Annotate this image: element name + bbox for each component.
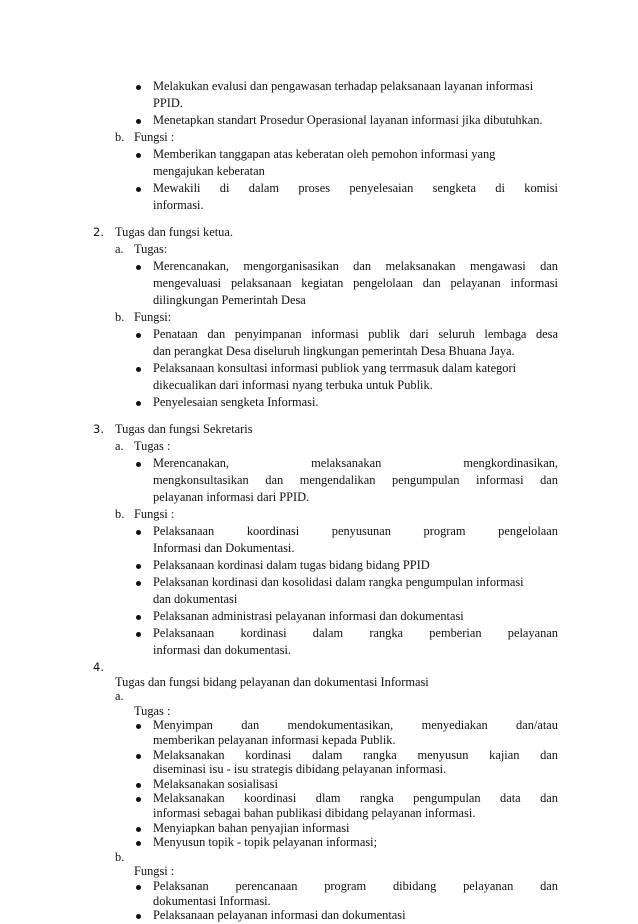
sub-heading: Tugas :: [134, 703, 171, 718]
list-item: Merencanakan, melaksanakan mengkordinasikan,: [153, 455, 558, 472]
list-item: Pelaksanaan konsultasi informasi publiok yang terrmasuk dalam kategori: [153, 360, 558, 377]
sub-heading: Tugas:: [134, 242, 168, 256]
sub-heading: Tugas :: [134, 439, 171, 453]
list-item-continuation: mengevaluasi pelaksanaan kegiatan pengelolaan dan pelayanan informasi: [153, 276, 558, 290]
section-number: 3.: [93, 422, 104, 436]
section-number: 4.: [93, 660, 104, 674]
list-item-continuation: dilingkungan Pemerintah Desa: [153, 293, 306, 307]
list-item-continuation: dan perangkat Desa diseluruh lingkungan pemerintah Desa Bhuana Jaya.: [153, 344, 515, 358]
list-item: Menyiapkan bahan penyajian informasi: [153, 820, 349, 837]
list-item: Pelaksanaan kordinasi dalam tugas bidang bidang PPID: [153, 557, 430, 574]
list-item: Pelaksanaan pelayanan informasi dan dokumentasi: [153, 907, 406, 924]
list-item-continuation: Informasi dan Dokumentasi.: [153, 541, 295, 555]
section-title: Tugas dan fungsi Sekretaris: [115, 422, 253, 436]
list-item: Pelaksanan administrasi pelayanan informasi dan dokumentasi: [153, 608, 464, 625]
list-item: Pelaksanan perencanaan program dibidang pelayanan dan: [153, 878, 558, 895]
list-item-continuation: dokumentasi Informasi.: [153, 893, 271, 908]
list-item: Penataan dan penyimpanan informasi publik dari seluruh lembaga desa: [153, 326, 558, 343]
list-item-continuation: informasi dan dokumentasi.: [153, 643, 291, 657]
section-title: Tugas dan fungsi bidang pelayanan dan dokumentasi Informasi: [115, 674, 429, 689]
list-item: Pelaksanan kordinasi dan kosolidasi dalam rangka pengumpulan informasi: [153, 574, 558, 591]
list-item: Menyimpan dan mendokumentasikan, menyediakan dan/atau: [153, 717, 558, 734]
list-item: Melaksanakan koordinasi dlam rangka pengumpulan data dan: [153, 790, 558, 807]
list-item: Pelaksanaan koordinasi penyusunan program pengelolaan: [153, 523, 558, 540]
section-number: 2.: [93, 225, 104, 239]
list-item-continuation: informasi sebagai bahan publikasi dibidang pelayanan informasi.: [153, 806, 476, 820]
list-marker: a.: [115, 439, 124, 453]
sub-heading: Fungsi :: [134, 507, 175, 521]
list-marker: b.: [115, 507, 125, 521]
list-item: Memberikan tanggapan atas keberatan oleh pemohon informasi yang: [153, 146, 558, 163]
list-marker: b.: [115, 130, 125, 144]
section-title: Tugas dan fungsi ketua.: [115, 225, 233, 239]
list-marker: b.: [115, 849, 125, 864]
list-item: Mewakili di dalam proses penyelesaian sengketa di komisi: [153, 180, 558, 197]
list-item: Melaksanakan kordinasi dalam rangka menyusun kajian dan: [153, 747, 558, 764]
list-item: Pelaksanaan kordinasi dalam rangka pemberian pelayanan: [153, 625, 558, 642]
list-item: Penyelesaian sengketa Informasi.: [153, 394, 319, 411]
list-item-continuation: pelayanan informasi dari PPID.: [153, 490, 310, 504]
list-item: Melaksanakan sosialisasi: [153, 776, 278, 793]
sub-heading: Fungsi:: [134, 310, 172, 324]
list-item: Melakukan evalusi dan pengawasan terhadap pelaksanaan layanan informasi: [153, 78, 558, 95]
list-item: Menyusun topik - topik pelayanan informasi;: [153, 834, 377, 851]
list-item-continuation: mengkonsultasikan dan mengendalikan pengumpulan informasi dan: [153, 473, 558, 487]
list-item: Menetapkan standart Prosedur Operasional layanan informasi jika dibutuhkan.: [153, 112, 558, 129]
sub-heading: Fungsi :: [134, 130, 175, 144]
sub-heading: Fungsi :: [134, 864, 175, 879]
list-item-continuation: informasi.: [153, 198, 204, 212]
list-item-continuation: diseminasi isu - isu strategis dibidang pelayanan informasi.: [153, 762, 447, 777]
list-item-continuation: memberikan pelayanan informasi kepada Publik.: [153, 733, 396, 747]
list-item-continuation: dikecualikan dari informasi nyang terbuka untuk Publik.: [153, 378, 433, 392]
list-marker: b.: [115, 310, 125, 324]
list-item: Merencanakan, mengorganisasikan dan melaksanakan mengawasi dan: [153, 258, 558, 275]
list-item-continuation: PPID.: [153, 96, 183, 110]
list-item-continuation: dan dokumentasi: [153, 592, 238, 606]
list-marker: a.: [115, 242, 124, 256]
list-marker: a.: [115, 689, 124, 704]
list-item-continuation: mengajukan keberatan: [153, 164, 265, 178]
